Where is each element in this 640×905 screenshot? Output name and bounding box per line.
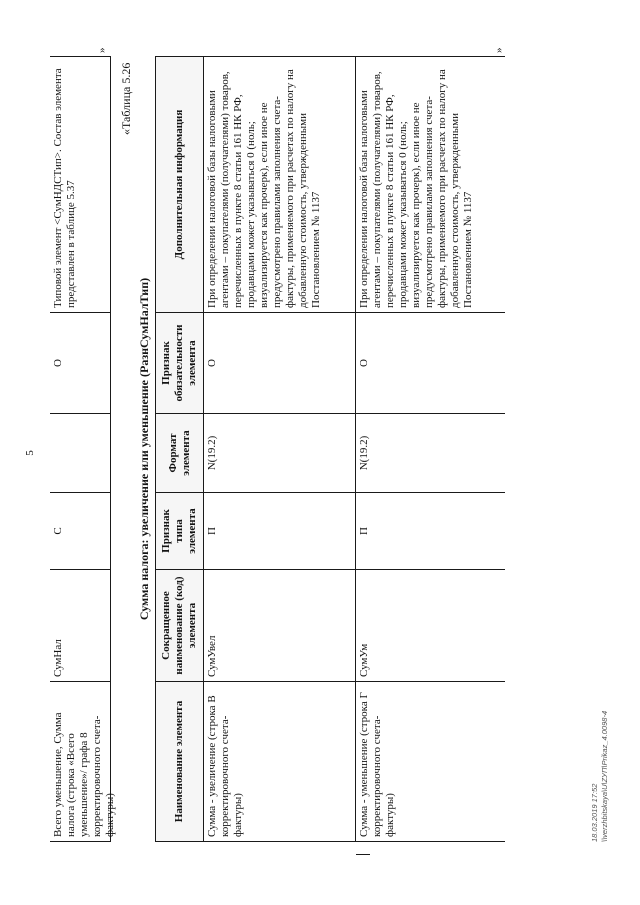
header-info: Дополнительная информация (156, 57, 203, 312)
header-code: Сокращенное наименование (код) элемента (156, 570, 203, 681)
row1-name: Сумма - увеличение (строка В корректировочного счета-фактуры) (206, 695, 244, 837)
stamp-path: \\verzhbitskaya\U\ZУП\Prikaz_4.0098-4 (600, 710, 609, 842)
top-row-info: Типовой элемент <СумНДСТип>. Состав элемента представлен в таблице 5.37 (52, 68, 77, 308)
top-row-name: Всего уменьшение, Сумма налога (строка «Всего уменьшение»/ графа 8 корректировочного счета-фактуры) (52, 712, 116, 837)
row2-required: О (358, 359, 370, 367)
top-row-format (50, 414, 110, 492)
header-required: Признак обязательности элемента (156, 313, 203, 413)
top-row-code: СумНал (52, 639, 64, 677)
top-closing-quote: » (96, 47, 108, 53)
closing-quote: » (493, 47, 505, 53)
stamp-date: 18.03.2019 17:52 (590, 783, 599, 842)
row1-type: П (206, 527, 218, 535)
row2-info: При определении налоговой базы налоговыми агентами – покупателями (получателями) товаров, перечисленных в пункте 8 статьи 161 НК РФ, продавцами может указываться 0 (ноль; визуализируется как прочерк), если иное не предусмотрено правилами заполнения счета-фактуры, применяемого при расчетах по налогу на добавленную стоимость, утвержденными Постановлением № 1137 (358, 69, 474, 308)
row2-name: Сумма - уменьшение (строка Г корректировочного счета-фактуры) (358, 692, 396, 837)
row1-format: N(19.2) (206, 435, 218, 471)
row2-type: П (358, 527, 370, 535)
page-number: 5 (24, 450, 36, 456)
row2-format: N(19.2) (358, 435, 370, 471)
table-title: Сумма налога: увеличение или уменьшение (РазнСумНалТип) (137, 277, 151, 621)
top-row-type: С (52, 527, 64, 535)
table-label: «Таблица 5.26 (119, 62, 133, 135)
print-stamp (590, 711, 610, 842)
row1-info: При определении налоговой базы налоговыми агентами – покупателями (получателями) товаров, перечисленных в пункте 8 статьи 161 НК РФ, продавцами может указываться 0 (ноль; визуализируется как прочерк), если иное не предусмотрено правилами заполнения счета-фактуры, применяемого при расчетах по налогу на добавленную стоимость, утвержденными Постановлением № 1137 (206, 69, 322, 308)
row2-code: СумУм (358, 643, 370, 677)
header-format: Формат элемента (156, 414, 203, 492)
top-row-required: О (52, 359, 64, 367)
row1-required: О (206, 359, 218, 367)
margin-mark (356, 854, 370, 855)
row1-code: СумУвел (206, 635, 218, 677)
header-type: Признак типа элемента (156, 493, 203, 569)
header-name: Наименование элемента (156, 682, 203, 841)
